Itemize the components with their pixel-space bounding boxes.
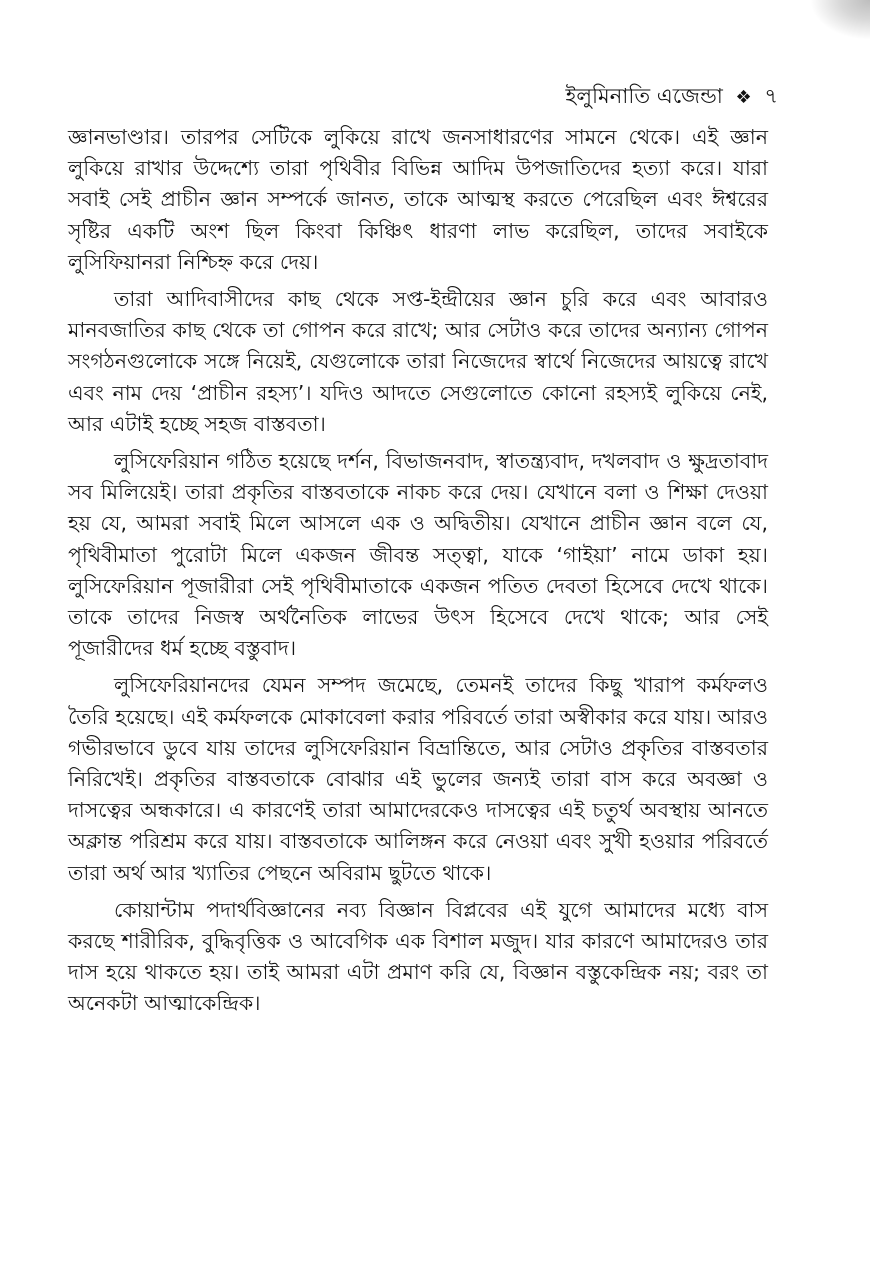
paragraph-3 [68,446,768,664]
body-text [68,122,768,1026]
paragraph-3-text: লুসিফেরিয়ান গঠিত হয়েছে দর্শন, বিভাজনবাদ, স্বাতন্ত্র্যবাদ, দখলবাদ ও ক্ষুদ্রতাবাদ সব মিলিয়েই। তারা প্রকৃতির বাস্তবতাকে নাকচ করে দেয়। যেখানে বলা ও শিক্ষা দেওয়া হয় যে, আমরা সবাই মিলে আসলে এক ও অদ্বিতীয়। যেখানে প্রাচীন জ্ঞান বলে যে, পৃথিবীমাতা পুরোটা মিলে একজন জীবন্ত সত্ত্বা, যাকে ‘গাইয়া’ নামে ডাকা হয়। লুসিফেরিয়ান পূজারীরা সেই পৃথিবীমাতাকে একজন পতিত দেবতা হিসেবে দেখে থাকে। তাকে তাদের নিজস্ব অর্থনৈতিক লাভের উৎস হিসেবে দেখে থাকে; আর সেই পূজারীদের ধর্ম হচ্ছে বস্তুবাদ। [68,449,768,661]
paragraph-1-text: জ্ঞানভাণ্ডার। তারপর সেটিকে লুকিয়ে রাখে জনসাধারণের সামনে থেকে। এই জ্ঞান লুকিয়ে রাখার উদ্দেশ্যে তারা পৃথিবীর বিভিন্ন আদিম উপজাতিদের হত্যা করে। যারা সবাই সেই প্রাচীন জ্ঞান সম্পর্কে জানত, তাকে আত্মস্থ করতে পেরেছিল এবং ঈশ্বরের সৃষ্টির একটি অংশ ছিল কিংবা কিঞ্চিৎ ধারণা লাভ করেছিল, তাদের সবাইকে লুসিফিয়ানরা নিশ্চিহ্ন করে দেয়। [68,125,768,274]
paragraph-2-text: তারা আদিবাসীদের কাছ থেকে সপ্ত-ইন্দ্রীয়ের জ্ঞান চুরি করে এবং আবারও মানবজাতির কাছ থেকে তা গোপন করে রাখে; আর সেটাও করে তাদের অন্যান্য গোপন সংগঠনগুলোকে সঙ্গে নিয়েই, যেগুলোকে তারা নিজেদের স্বার্থে নিজেদের আয়ত্বে রাখে এবং নাম দেয় ‘প্রাচীন রহস্য’। যদিও আদতে সেগুলোতে কোনো রহস্যই লুকিয়ে নেই, আর এটাই হচ্ছে সহজ বাস্তবতা। [68,287,768,436]
page-number: ৭ [764,84,778,108]
paragraph-4-text: লুসিফেরিয়ানদের যেমন সম্পদ জমেছে, তেমনই তাদের কিছু খারাপ কর্মফলও তৈরি হয়েছে। এই কর্মফলকে মোকাবেলা করার পরিবর্তে তারা অস্বীকার করে যায়। আরও গভীরভাবে ডুবে যায় তাদের লুসিফেরিয়ান বিভ্রান্তিতে, আর সেটাও প্রকৃতির বাস্তবতার নিরিখেই। প্রকৃতির বাস্তবতাকে বোঝার এই ভুলের জন্যই তারা বাস করে অবজ্ঞা ও দাসত্বের অন্ধকারে। এ কারণেই তারা আমাদেরকেও দাসত্বের এই চতুর্থ অবস্থায় আনতে অক্লান্ত পরিশ্রম করে যায়। বাস্তবতাকে আলিঙ্গন করে নেওয়া এবং সুখী হওয়ার পরিবর্তে তারা অর্থ আর খ্যাতির পেছনে অবিরাম ছুটতে থাকে। [68,673,768,885]
running-header [565,86,778,107]
paragraph-2 [68,284,768,440]
paragraph-5 [68,895,768,1020]
page-corner-shadow [810,0,870,40]
book-title: ইলুমিনাতি এজেন্ডা [565,84,723,108]
paragraph-5-text: কোয়ান্টাম পদার্থবিজ্ঞানের নব্য বিজ্ঞান বিপ্লবের এই যুগে আমাদের মধ্যে বাস করছে শারীরিক, বুদ্ধিবৃত্তিক ও আবেগিক এক বিশাল মজুদ। যার কারণে আমাদেরও তার দাস হয়ে থাকতে হয়। তাই আমরা এটা প্রমাণ করি যে, বিজ্ঞান বস্তুকেন্দ্রিক নয়; বরং তা অনেকটা আত্মাকেন্দ্রিক। [68,897,768,1016]
diamond-ornament-icon: ❖ [735,87,752,108]
paragraph-1 [68,122,768,278]
paragraph-4 [68,670,768,888]
